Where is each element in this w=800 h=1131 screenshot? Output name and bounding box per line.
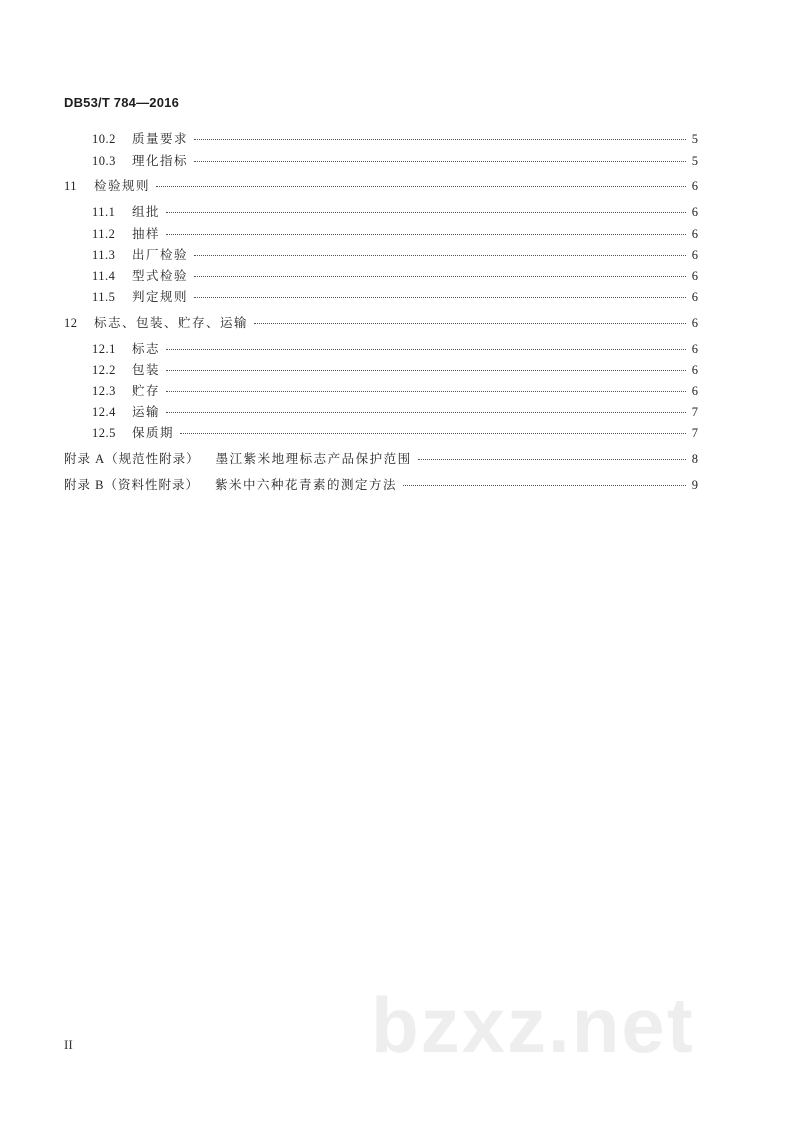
toc-entry-title: 运输 — [132, 404, 161, 419]
toc-entry[interactable] — [92, 151, 698, 171]
toc-entry-number: 12.1 — [92, 342, 116, 356]
toc-entry-number: 11.3 — [92, 248, 116, 262]
toc-entry-title: 贮存 — [132, 383, 161, 398]
toc-entry[interactable] — [92, 129, 698, 149]
toc-entry-number: 12.5 — [92, 426, 116, 440]
toc-dot-leader — [166, 212, 686, 213]
page-number: II — [64, 1037, 73, 1052]
toc-entry-number: 11.1 — [92, 205, 116, 219]
toc-entry[interactable] — [92, 202, 698, 222]
toc-entry-page: 7 — [691, 426, 698, 440]
toc-entry-number: 12.2 — [92, 363, 116, 377]
toc-entry-number: 11 — [64, 179, 78, 193]
toc-dot-leader — [166, 391, 686, 392]
toc-entry[interactable] — [92, 266, 698, 286]
toc-dot-leader — [194, 161, 686, 162]
toc-dot-leader — [156, 186, 686, 187]
toc-dot-leader — [166, 412, 686, 413]
toc-entry-page: 6 — [691, 227, 698, 241]
toc-entry-title: 保质期 — [132, 425, 175, 440]
toc-dot-leader — [254, 323, 686, 324]
toc-entry-title: 检验规则 — [94, 178, 151, 193]
toc-entry-title: 墨江紫米地理标志产品保护范围 — [215, 451, 412, 466]
toc-dot-leader — [194, 276, 686, 277]
toc-dot-leader — [166, 234, 686, 235]
toc-entry[interactable] — [92, 360, 698, 380]
toc-entry-page: 6 — [691, 384, 698, 398]
toc-entry-page: 5 — [691, 132, 698, 146]
toc-dot-leader — [166, 349, 686, 350]
toc-entry-number: 12.4 — [92, 405, 116, 419]
toc-dot-leader — [166, 370, 686, 371]
toc-entry-page: 6 — [691, 342, 698, 356]
toc-appendix-label: 附录 A（规范性附录） — [64, 452, 200, 466]
toc-appendix-entry[interactable] — [64, 475, 698, 495]
toc-entry-title: 抽样 — [132, 226, 161, 241]
toc-dot-leader — [180, 433, 686, 434]
toc-entry-title: 型式检验 — [132, 268, 189, 283]
toc-entry[interactable] — [92, 339, 698, 359]
toc-entry-title: 出厂检验 — [132, 247, 189, 262]
toc-entry[interactable] — [92, 224, 698, 244]
toc-entry-page: 6 — [691, 248, 698, 262]
watermark: bzxz.net — [371, 981, 695, 1069]
toc-entry-number: 10.3 — [92, 154, 116, 168]
toc-entry-page: 6 — [691, 363, 698, 377]
toc-entry-title: 理化指标 — [132, 153, 189, 168]
toc-entry-number: 10.2 — [92, 132, 116, 146]
toc-appendix-entry[interactable] — [64, 449, 698, 469]
toc-entry-page: 6 — [691, 290, 698, 304]
toc-entry-number: 11.4 — [92, 269, 116, 283]
toc-entry-title: 标志 — [132, 341, 161, 356]
toc-entry-page: 6 — [691, 316, 698, 330]
toc-entry-number: 11.5 — [92, 290, 116, 304]
toc-entry[interactable] — [92, 245, 698, 265]
toc-entry-page: 8 — [691, 452, 698, 466]
toc-entry-page: 6 — [691, 269, 698, 283]
toc-entry-title: 紫米中六种花青素的测定方法 — [214, 477, 397, 492]
toc-entry-number: 11.2 — [92, 227, 116, 241]
toc-entry-page: 5 — [691, 154, 698, 168]
toc-entry-page: 6 — [691, 179, 698, 193]
toc-entry[interactable] — [92, 423, 698, 443]
toc-entry-page: 9 — [691, 478, 698, 492]
toc-entry-title: 组批 — [132, 204, 161, 219]
toc-entry-page: 6 — [691, 205, 698, 219]
toc-entry-title: 质量要求 — [132, 131, 189, 146]
toc-entry[interactable] — [92, 402, 698, 422]
toc-appendix-label: 附录 B（资料性附录） — [64, 478, 199, 492]
toc-dot-leader — [194, 297, 686, 298]
toc-entry-title: 包装 — [132, 362, 161, 377]
toc-dot-leader — [194, 139, 686, 140]
toc-entry[interactable] — [64, 176, 698, 196]
toc-entry-title: 判定规则 — [132, 289, 189, 304]
toc-entry-number: 12 — [64, 316, 78, 330]
toc-entry-number: 12.3 — [92, 384, 116, 398]
toc-entry[interactable] — [92, 381, 698, 401]
toc-entry-page: 7 — [691, 405, 698, 419]
toc-entry[interactable] — [92, 287, 698, 307]
document-code: DB53/T 784—2016 — [64, 95, 180, 110]
toc-entry-title: 标志、包装、贮存、运输 — [94, 315, 249, 330]
toc-entry[interactable] — [64, 313, 698, 333]
toc-dot-leader — [418, 459, 686, 460]
toc-dot-leader — [194, 255, 686, 256]
toc-dot-leader — [403, 485, 686, 486]
